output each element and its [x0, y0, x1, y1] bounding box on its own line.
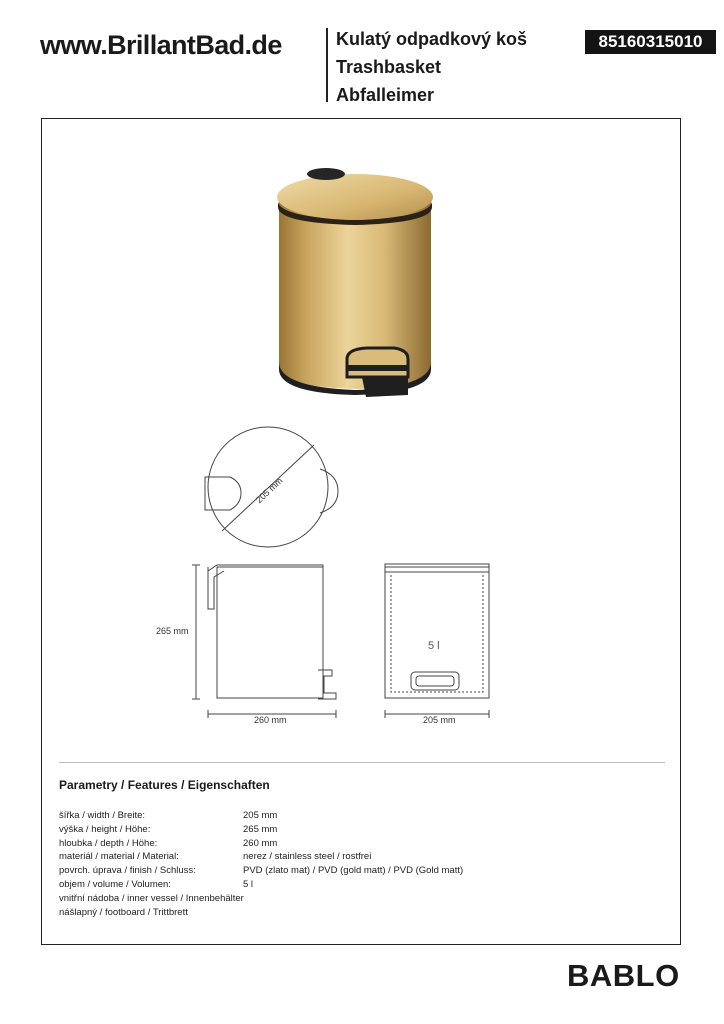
- spec-row: [59, 892, 463, 906]
- title-english: Trashbasket: [336, 57, 442, 77]
- volume-label: 5 l: [428, 640, 440, 652]
- spec-value: 5 l: [243, 878, 254, 890]
- spec-value: PVD (zlato mat) / PVD (gold matt) / PVD (Gold matt): [243, 865, 464, 877]
- spec-row: [59, 864, 463, 878]
- spec-label: vnitřní nádoba / inner vessel / Innenbehälter: [59, 892, 244, 904]
- website-url: www.BrillantBad.de: [40, 30, 282, 60]
- spec-row: [59, 809, 463, 823]
- technical-drawing: [42, 119, 680, 739]
- title-czech: Kulatý odpadkový koš: [336, 29, 528, 49]
- product-sheet-frame: [41, 118, 681, 945]
- spec-label: materiál / material / Material:: [59, 851, 179, 863]
- width-label: 205 mm: [423, 715, 456, 725]
- spec-row: [59, 878, 463, 892]
- spec-row: [59, 823, 463, 837]
- front-view-body: [385, 567, 489, 698]
- front-view-pedal-inner: [416, 676, 454, 686]
- header-divider: [326, 28, 328, 102]
- spec-value: nerez / stainless steel / rostfrei: [243, 851, 372, 863]
- side-view-body: [217, 567, 323, 698]
- brand-logo: BABLO: [567, 958, 680, 993]
- spec-label: objem / volume / Volumen:: [59, 878, 171, 890]
- specs-title: Parametry / Features / Eigenschaften: [59, 778, 270, 792]
- spec-label: povrch. úprava / finish / Schluss:: [59, 865, 196, 877]
- depth-label: 260 mm: [254, 715, 287, 725]
- spec-row: [59, 850, 463, 864]
- front-view-lid: [385, 564, 489, 572]
- specs-table: [59, 809, 463, 919]
- top-view-pedal: [320, 469, 338, 513]
- spec-value: 265 mm: [243, 823, 278, 835]
- side-view-pedal: [318, 670, 336, 699]
- product-code-badge: 85160315010: [585, 30, 716, 54]
- spec-label: šířka / width / Breite:: [59, 810, 146, 821]
- spec-label: výška / height / Höhe:: [59, 823, 151, 835]
- spec-value: 205 mm: [243, 810, 278, 821]
- product-titles: [336, 25, 527, 109]
- spec-row: [59, 906, 463, 920]
- section-divider: [59, 762, 665, 763]
- front-view-pedal: [411, 672, 459, 690]
- side-view-lid: [208, 565, 323, 571]
- spec-value: 260 mm: [243, 837, 278, 849]
- top-view-diameter-label: 205 mm: [253, 475, 285, 506]
- spec-label: hloubka / depth / Höhe:: [59, 837, 158, 849]
- side-view-handle: [208, 567, 224, 609]
- height-label: 265 mm: [156, 626, 189, 636]
- spec-label: nášlapný / footboard / Trittbrett: [59, 906, 188, 918]
- front-view-inner-vessel: [391, 575, 483, 692]
- title-german: Abfalleimer: [336, 85, 435, 105]
- spec-row: [59, 837, 463, 851]
